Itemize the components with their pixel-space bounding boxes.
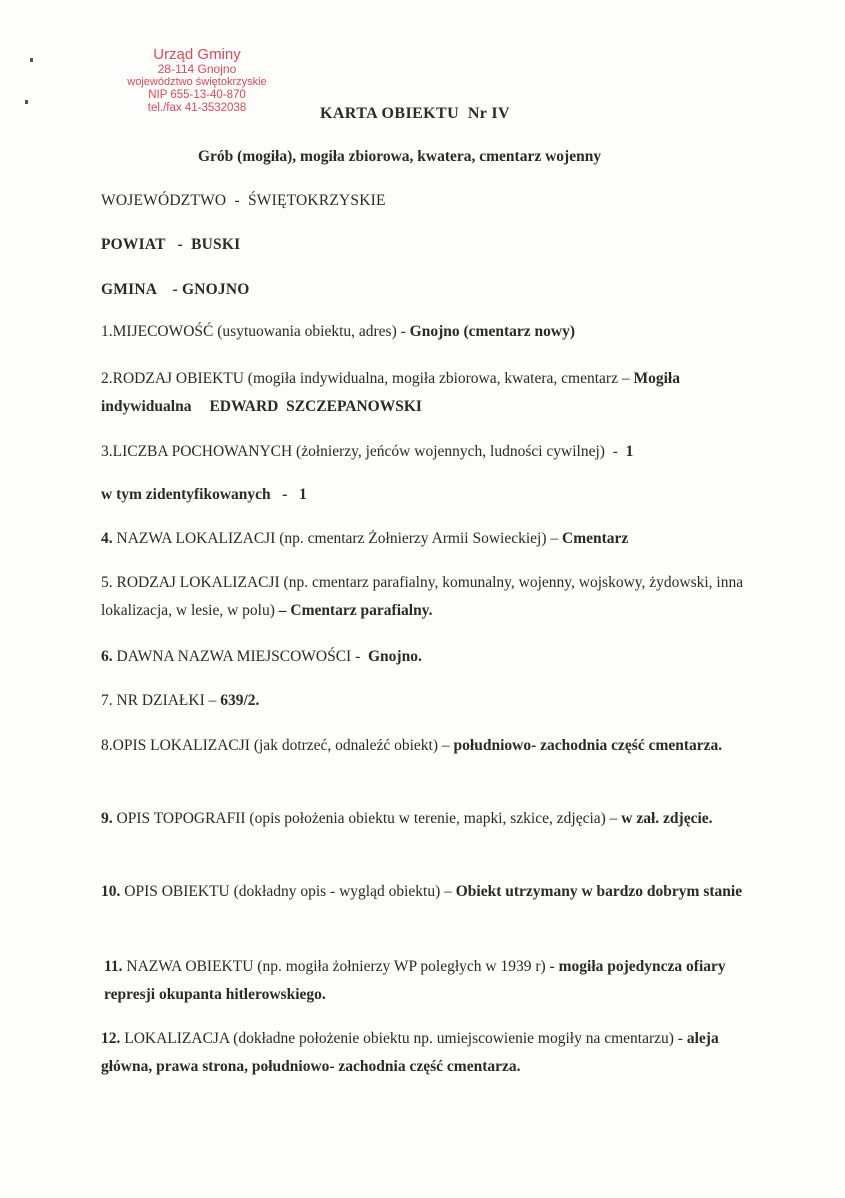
item-value: Gnojno (cmentarz nowy) (409, 323, 575, 340)
item-11 (104, 953, 764, 1009)
powiat-field (101, 236, 240, 254)
gmina-field (101, 281, 250, 299)
item-number: 2. (101, 370, 113, 387)
item-label: 5. RODZAJ LOKALIZACJI (np. cmentarz parafialny, komunalny, wojenny, wojskowy, żydowski, inna lokalizacja, w lesie, w polu) (101, 574, 744, 619)
stamp-line: 28-114 Gnojno (157, 62, 237, 76)
item-number: 4. (101, 530, 113, 547)
item-value: 639/2. (220, 692, 260, 709)
item-value: Mogiła indywidualna (101, 370, 680, 415)
item-label: DAWNA NAZWA MIEJSCOWOŚCI - (112, 648, 368, 665)
item-number: 11. (104, 958, 123, 975)
powiat-label: POWIAT - (101, 236, 192, 253)
item-value: 1 (625, 443, 634, 460)
item-number: 12. (101, 1030, 121, 1047)
scan-mark (25, 100, 28, 104)
item-3b (101, 481, 761, 509)
item-label: 3.LICZBA POCHOWANYCH (żołnierzy, jeńców wojennych, ludności cywilnej) - (101, 443, 626, 460)
item-6 (101, 643, 761, 671)
item-label: OPIS LOKALIZACJI (jak dotrzeć, odnaleźć obiekt) – (112, 737, 454, 754)
item-label: OPIS OBIEKTU (dokładny opis - wygląd obiektu) – (120, 883, 456, 900)
item-value: w tym zidentyfikowanych - 1 (101, 486, 307, 503)
item-4 (101, 525, 761, 553)
item-value: Obiekt utrzymany w bardzo dobrym stanie (455, 883, 743, 900)
gmina-label: GMINA - (101, 281, 182, 298)
item-label: OPIS TOPOGRAFII (opis położenia obiektu w terenie, mapki, szkice, zdjęcia) – (112, 810, 622, 827)
item-10 (101, 878, 761, 906)
wojewodztwo-value: ŚWIĘTOKRZYSKIE (247, 192, 386, 209)
item-value: – Cmentarz parafialny. (278, 602, 433, 619)
gmina-value: GNOJNO (182, 281, 250, 298)
item-value: mogiła pojedyncza ofiary represji okupanta hitlerowskiego. (104, 958, 726, 1003)
item-3 (101, 438, 761, 466)
item-2 (101, 365, 761, 421)
item-label: LOKALIZACJA (dokładne położenie obiektu np. umiejscowienie mogiły na cmentarzu) - (120, 1030, 687, 1047)
item-9 (101, 805, 761, 833)
item-label: NAZWA OBIEKTU (np. mogiła żołnierzy WP poległych w 1939 r) - (122, 958, 559, 975)
item-number: 1. (101, 323, 113, 340)
item-5 (101, 569, 761, 625)
item-number: 6. (101, 648, 113, 665)
item-label: 7. NR DZIAŁKI – (101, 692, 221, 709)
stamp-line: Urząd Gminy (153, 46, 241, 63)
document-title: KARTA OBIEKTU Nr IV (320, 105, 510, 122)
item-12 (101, 1025, 761, 1081)
powiat-value: BUSKI (191, 236, 241, 253)
item-number: 10. (101, 883, 121, 900)
item-7 (101, 687, 761, 715)
wojewodztwo-label: WOJEWÓDZTWO - (101, 192, 248, 209)
stamp-line: NIP 655-13-40-870 (148, 89, 246, 101)
item-value: Cmentarz (562, 530, 629, 547)
item-1 (101, 318, 761, 346)
item-value: południowo- zachodnia część cmentarza. (453, 737, 723, 754)
office-stamp (112, 46, 282, 115)
item-8 (101, 732, 761, 760)
stamp-line: województwo świętokrzyskie (127, 76, 267, 88)
item-label: RODZAJ OBIEKTU (mogiła indywidualna, mogiła zbiorowa, kwatera, cmentarz – (112, 370, 634, 387)
item-value: w zał. zdjęcie. (621, 810, 713, 827)
stamp-line: tel./fax 41-3532038 (147, 102, 247, 114)
scan-mark (30, 58, 33, 62)
item-label: MIJECOWOŚĆ (usytuowania obiektu, adres) - (112, 323, 410, 340)
item-value-name: EDWARD SZCZEPANOWSKI (209, 398, 422, 415)
wojewodztwo-field (101, 192, 386, 210)
item-number: 8. (101, 737, 113, 754)
item-label: NAZWA LOKALIZACJI (np. cmentarz Żołnierzy Armii Sowieckiej) – (112, 530, 563, 547)
document-subtitle: Grób (mogiła), mogiła zbiorowa, kwatera, cmentarz wojenny (198, 148, 602, 165)
item-number: 9. (101, 810, 113, 827)
item-value: aleja główna, prawa strona, południowo- zachodnia część cmentarza. (101, 1030, 719, 1075)
item-value: Gnojno. (368, 648, 422, 665)
